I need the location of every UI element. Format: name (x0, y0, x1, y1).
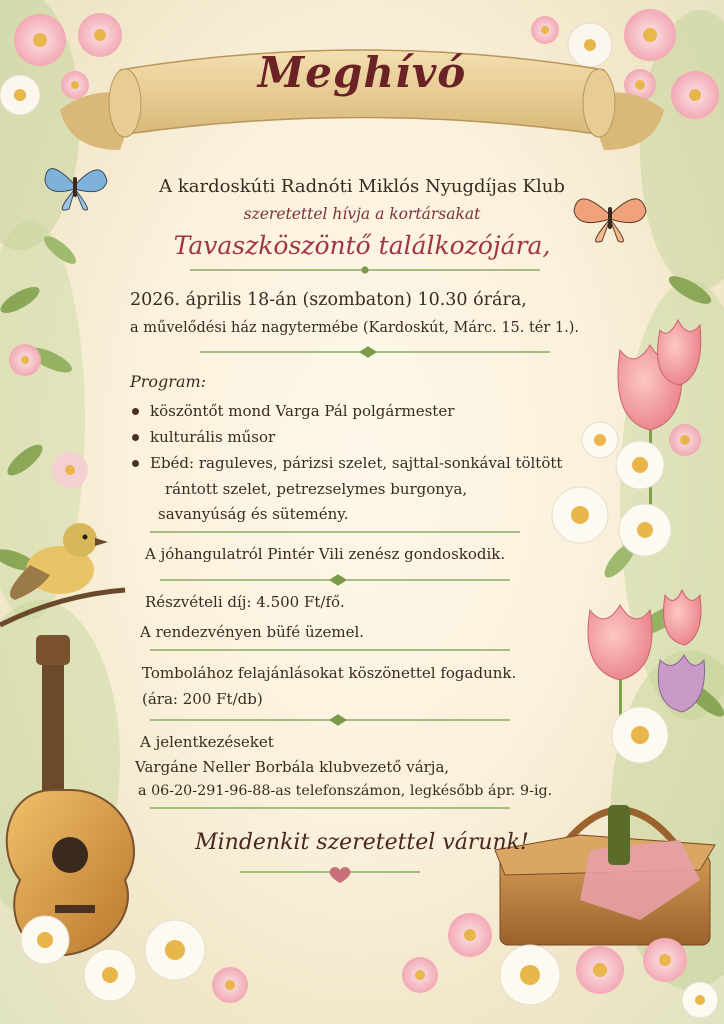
bullet-icon (132, 408, 139, 415)
bullet-icon (132, 460, 139, 467)
music-note: A jóhangulatról Pintér Vili zenész gondoskodik. (145, 545, 506, 563)
program-item-culture (150, 428, 275, 446)
event-date: 2026. április 18-án (szombaton) 10.30 órára, (130, 290, 527, 310)
program-item-lunch (150, 454, 562, 472)
page-title: Meghívó (257, 48, 467, 97)
tombola-line: Tombolához felajánlásokat köszönettel fogadunk. (142, 664, 517, 682)
tombola-price: (ára: 200 Ft/db) (142, 690, 263, 708)
program-item-text: Ebéd: raguleves, párizsi szelet, sajttal-sonkával töltött (150, 454, 563, 472)
intro-club-line: A kardoskúti Radnóti Miklós Nyugdíjas Klub (159, 176, 565, 197)
ornament-dividers (150, 267, 550, 872)
program-item-text: köszöntőt mond Varga Pál polgármester (150, 402, 455, 420)
registration-line1: A jelentkezéseket (140, 733, 274, 751)
fee-line: Részvételi díj: 4.500 Ft/fő. (145, 593, 345, 611)
intro-invite-line: szeretettel hívja a kortársakat (243, 205, 481, 223)
registration-line2: Vargáne Neller Borbála klubvezető várja, (135, 758, 450, 776)
program-heading: Program: (130, 372, 207, 391)
event-place: a művelődési ház nagytermébe (Kardoskút, Márc. 15. tér 1.). (130, 320, 580, 336)
program-item-text: kulturális műsor (150, 428, 276, 446)
heart-icon (330, 867, 351, 883)
bullet-icon (132, 434, 139, 441)
program-item-lunch-cont2: savanyúság és sütemény. (158, 505, 349, 523)
buffet-line: A rendezvényen büfé üzemel. (140, 623, 365, 641)
program-item-lunch-cont1: rántott szelet, petrezselymes burgonya, (165, 480, 468, 498)
program-item-greeting (150, 402, 454, 420)
event-name: Tavaszköszöntő találkozójára, (173, 231, 551, 260)
closing-greeting: Mindenkit szeretettel várunk! (195, 830, 529, 855)
registration-line3: a 06-20-291-96-88-as telefonszámon, legkésőbb ápr. 9-ig. (138, 783, 553, 799)
